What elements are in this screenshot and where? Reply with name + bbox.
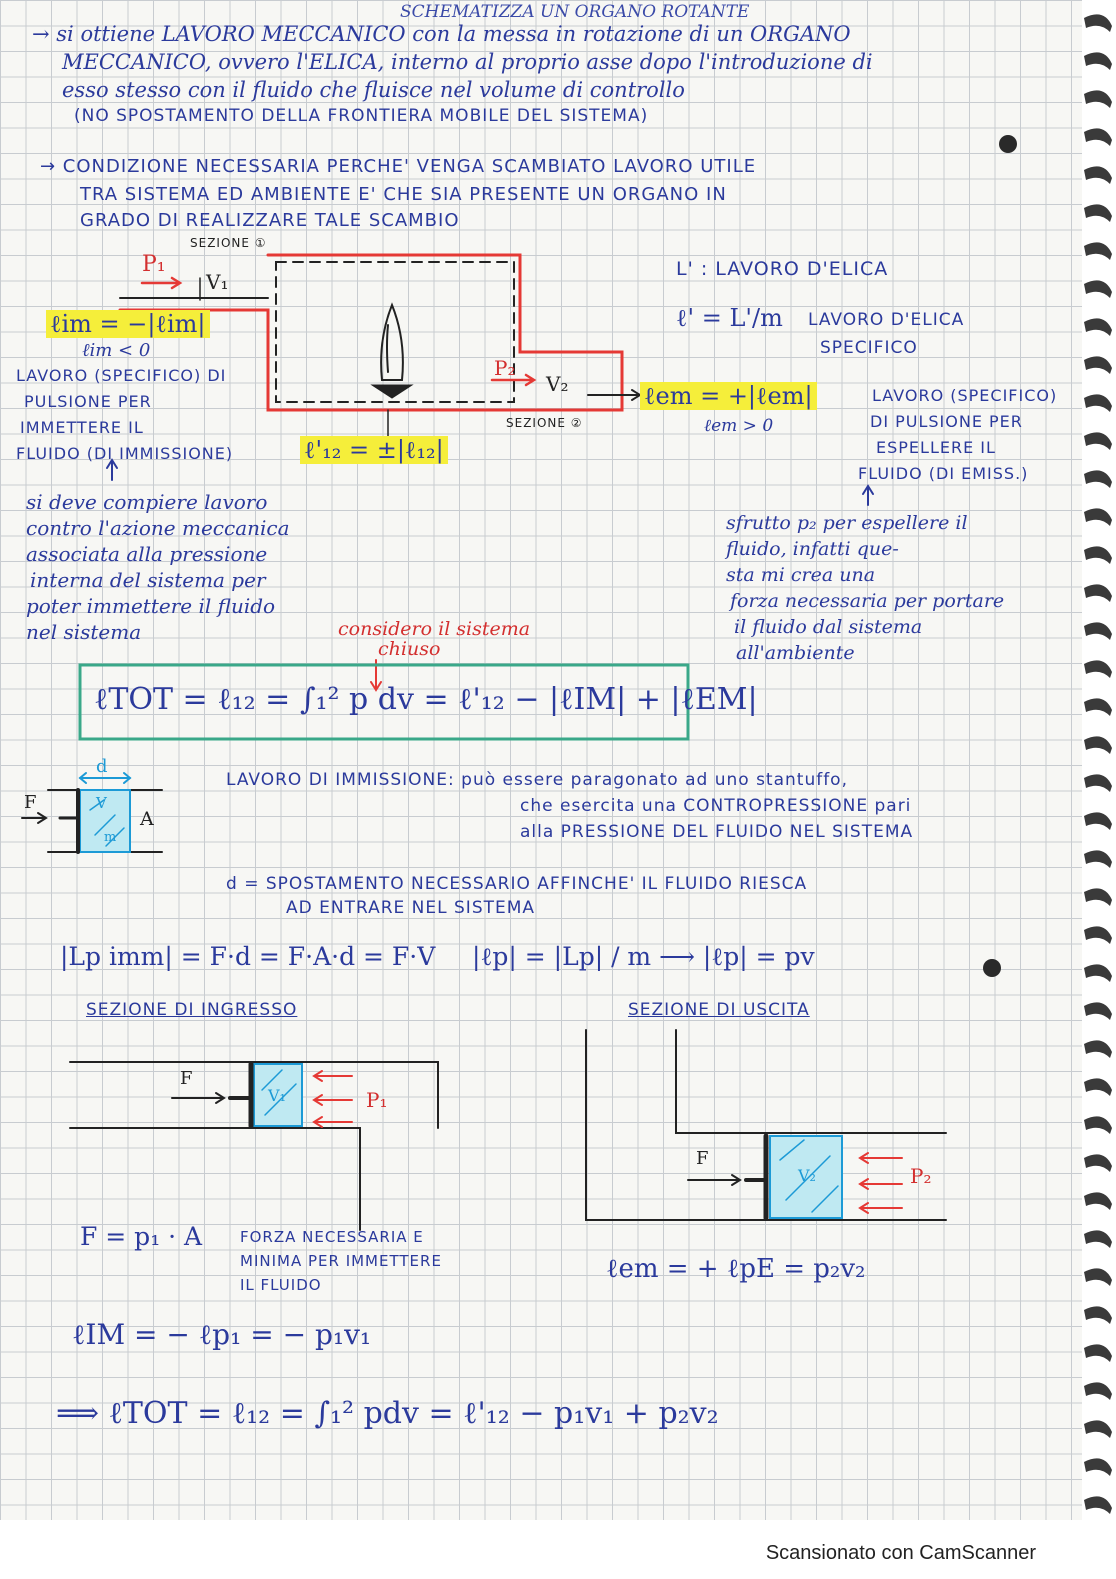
closed-note-1: considero il sistema <box>338 618 531 640</box>
piston-m-label: m <box>104 830 117 845</box>
e12-formula: ℓ'₁₂ = ±|ℓ₁₂| <box>300 436 448 465</box>
e-im-equation: ℓIM = − ℓp₁ = − p₁v₁ <box>72 1318 372 1351</box>
outlet-v-label: V₂ <box>798 1166 816 1185</box>
force-note-2: MINIMA PER IMMETTERE <box>240 1252 442 1270</box>
note-right-6: all'ambiente <box>736 642 855 664</box>
para1-line2: MECCANICO, ovvero l'ELICA, interno al proprio asse dopo l'introduzione di <box>62 50 873 74</box>
left-note-2: PULSIONE PER <box>24 392 152 411</box>
note-right-5: il fluido dal sistema <box>734 616 923 638</box>
final-equation: ⟹ ℓTOT = ℓ₁₂ = ∫₁² pdv = ℓ'₁₂ − p₁v₁ + p₂v₂ <box>56 1396 719 1431</box>
piston-d-label: d <box>96 756 108 777</box>
para1-line4: (NO SPOSTAMENTO DELLA FRONTIERA MOBILE DEL SISTEMA) <box>74 106 649 126</box>
note-left-5: poter immettere il fluido <box>26 594 276 618</box>
e-em-formula: ℓem = +|ℓem| <box>640 382 817 411</box>
p1-label: P₁ <box>142 252 166 277</box>
outlet-section-title: SEZIONE DI USCITA <box>628 1000 810 1020</box>
main-equation: ℓTOT = ℓ₁₂ = ∫₁² p dv = ℓ'₁₂ − |ℓIM| + |ℓEM| <box>94 682 758 717</box>
left-note-4: FLUIDO (DI IMMISSIONE) <box>16 444 234 463</box>
outlet-section-diagram <box>586 1030 946 1220</box>
note-left-6: nel sistema <box>26 620 142 644</box>
e-em-sign: ℓem > 0 <box>704 416 774 436</box>
para2-line1: → CONDIZIONE NECESSARIA PERCHE' VENGA SCAMBIATO LAVORO UTILE <box>40 156 757 177</box>
para2-line2: TRA SISTEMA ED AMBIENTE E' CHE SIA PRESENTE UN ORGANO IN <box>80 184 727 205</box>
para2-line3: GRADO DI REALIZZARE TALE SCAMBIO <box>80 210 460 231</box>
lavoro-elica-def: L' : LAVORO D'ELICA <box>676 258 889 280</box>
closed-note-2: chiuso <box>378 638 441 660</box>
note-right-1: sfrutto p₂ per espellere il <box>726 512 968 534</box>
para1-line3: esso stesso con il fluido che fluisce nel volume di controllo <box>62 78 685 102</box>
piston-a-label: A <box>140 808 154 830</box>
lavoro-imm-line3: alla PRESSIONE DEL FLUIDO NEL SISTEMA <box>520 822 914 842</box>
force-equation: F = p₁ · A <box>80 1222 203 1251</box>
lavoro-elica-spec-label-1: LAVORO D'ELICA <box>808 310 965 330</box>
note-left-3: associata alla pressione <box>26 542 268 566</box>
note-right-2: fluido, infatti que- <box>726 538 899 560</box>
outlet-f-label: F <box>696 1148 709 1169</box>
note-right-3: sta mi crea una <box>726 564 876 586</box>
inlet-p-label: P₁ <box>366 1088 388 1112</box>
section-1-label: SEZIONE ① <box>190 236 267 250</box>
note-left-4: interna del sistema per <box>30 568 266 592</box>
para1-line1: → si ottiene LAVORO MECCANICO con la messa in rotazione di un ORGANO <box>32 22 851 46</box>
left-note-1: LAVORO (SPECIFICO) DI <box>16 366 227 385</box>
inlet-f-label: F <box>180 1068 193 1089</box>
lavoro-imm-line1: LAVORO DI IMMISSIONE: può essere paragonato ad uno stantuffo, <box>226 770 848 790</box>
outlet-p-label: P₂ <box>910 1164 932 1188</box>
p2-label: P₂ <box>494 356 516 380</box>
force-note-1: FORZA NECESSARIA E <box>240 1228 424 1246</box>
ep-equation: |ℓp| = |Lp| / m ⟶ |ℓp| = pv <box>472 942 815 971</box>
note-left-1: si deve compiere lavoro <box>26 490 268 514</box>
lavoro-elica-spec-formula: ℓ' = L'/m <box>676 304 783 332</box>
v2-label: V₂ <box>546 372 569 396</box>
lp-equation: |Lp imm| = F·d = F·A·d = F·V <box>60 942 436 971</box>
d-def-line1: d = SPOSTAMENTO NECESSARIO AFFINCHE' IL FLUIDO RIESCA <box>226 874 808 894</box>
right-note-4: FLUIDO (DI EMISS.) <box>858 464 1029 483</box>
d-def-line2: AD ENTRARE NEL SISTEMA <box>286 898 536 918</box>
punch-hole <box>999 135 1017 153</box>
e-em-equation: ℓem = + ℓpE = p₂v₂ <box>606 1254 866 1284</box>
e-imm-formula: ℓim = −|ℓim| <box>46 310 210 339</box>
lavoro-elica-spec-label-2: SPECIFICO <box>820 338 918 358</box>
note-left-2: contro l'azione meccanica <box>26 516 290 540</box>
section-2-label: SEZIONE ② <box>506 416 583 430</box>
piston-v-label: V <box>96 794 107 812</box>
punch-hole <box>983 959 1001 977</box>
scanner-footer: Scansionato con CamScanner <box>765 1542 1036 1564</box>
e-imm-sign: ℓim < 0 <box>82 340 151 361</box>
header-note: SCHEMATIZZA UN ORGANO ROTANTE <box>400 2 750 22</box>
left-note-3: IMMETTERE IL <box>20 418 144 437</box>
right-note-3: ESPELLERE IL <box>876 438 996 457</box>
note-right-4: forza necessaria per portare <box>730 590 1005 612</box>
right-note-1: LAVORO (SPECIFICO) <box>872 386 1058 405</box>
lavoro-imm-line2: che esercita una CONTROPRESSIONE pari <box>520 796 912 816</box>
inlet-v-label: V₁ <box>268 1086 286 1105</box>
v1-label: V₁ <box>206 270 229 294</box>
piston-f-label: F <box>24 792 37 813</box>
inlet-section-title: SEZIONE DI INGRESSO <box>86 1000 298 1020</box>
force-note-3: IL FLUIDO <box>240 1276 322 1294</box>
right-note-2: DI PULSIONE PER <box>870 412 1023 431</box>
